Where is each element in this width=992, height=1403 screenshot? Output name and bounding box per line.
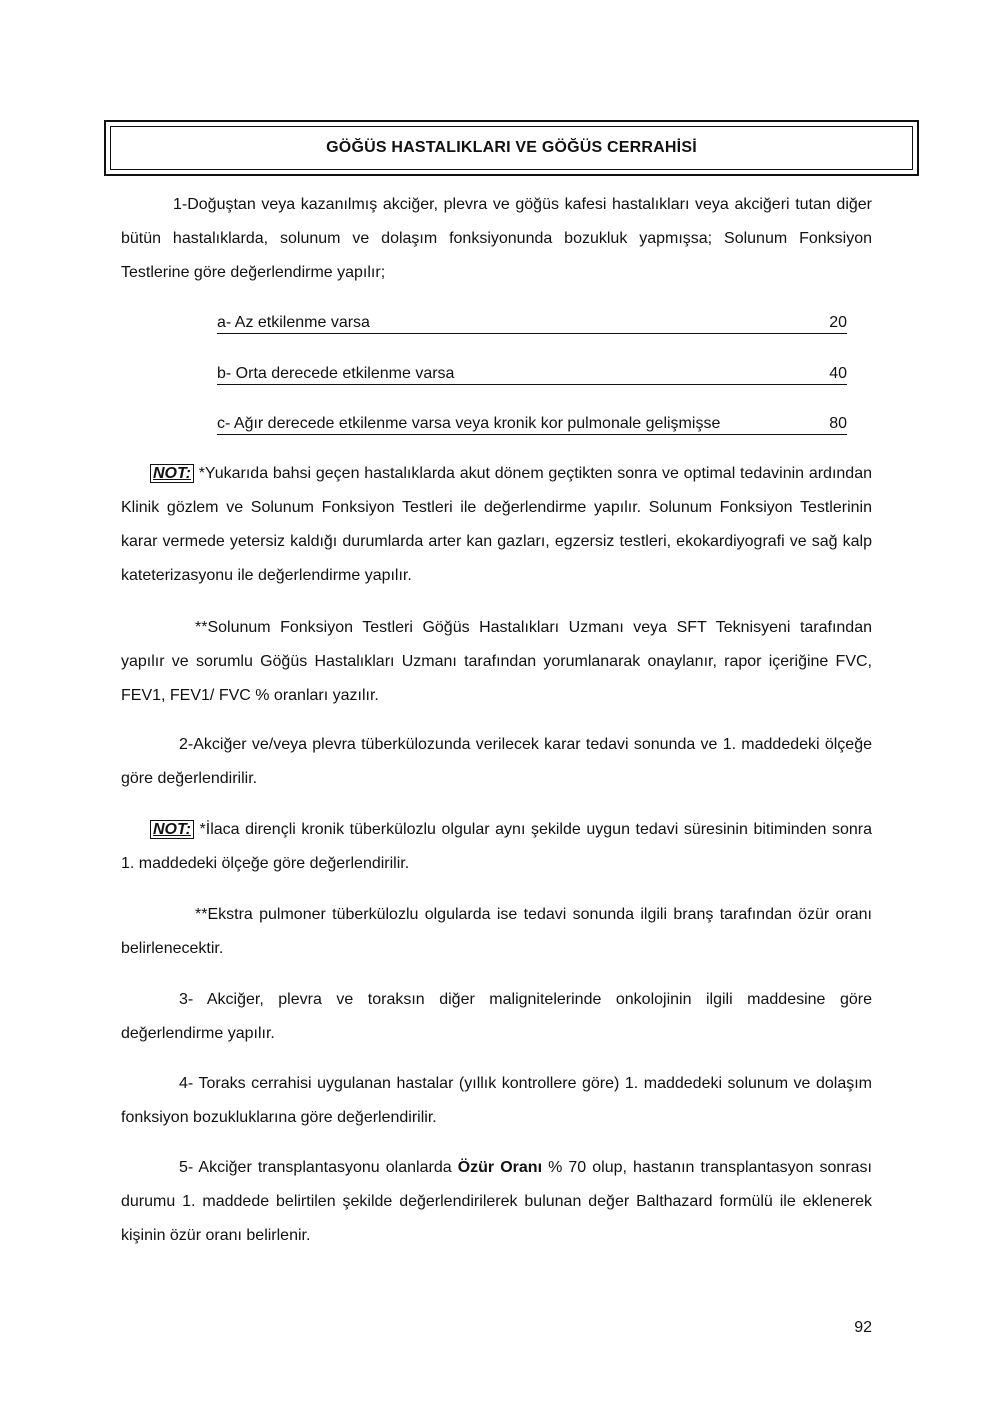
- paragraph-5-bold-term: Özür Oranı: [457, 1159, 543, 1176]
- note-1b: [121, 611, 872, 713]
- paragraph-4-text: 4- Toraks cerrahisi uygulanan hastalar (yıllık kontrollere göre) 1. maddedeki solunum ve dolaşım fonksiyon bozukluklarına göre değerlendirilir.: [121, 1075, 872, 1126]
- rating-item-value: 20: [829, 314, 847, 331]
- page-number: 92: [854, 1319, 872, 1336]
- rating-item-label: a- Az etkilenme varsa: [217, 314, 370, 331]
- paragraph-5-text-start: 5- Akciğer transplantasyonu olanlarda: [179, 1159, 452, 1176]
- paragraph-3-text: 3- Akciğer, plevra ve toraksın diğer malignitelerinde onkolojinin ilgili maddesine göre değerlendirme yapılır.: [121, 991, 872, 1042]
- paragraph-2-text: 2-Akciğer ve/veya plevra tüberkülozunda verilecek karar tedavi sonunda ve 1. maddedeki ölçeğe göre değerlendirilir.: [121, 736, 872, 787]
- rating-item-b: [217, 364, 847, 385]
- paragraph-1-text: 1-Doğuştan veya kazanılmış akciğer, plevra ve göğüs kafesi hastalıkları veya akciğeri tutan diğer bütün hastalıklarda, solunum ve dolaşım fonksiyonunda bozukluk yapmışsa; Solunum Fonksiyon Testlerine göre değerlendirme yapılır;: [121, 196, 872, 281]
- page-title: GÖĞÜS HASTALIKLARI VE GÖĞÜS CERRAHİSİ: [326, 139, 697, 156]
- rating-item-value: 80: [829, 415, 847, 432]
- note-1b-text: **Solunum Fonksiyon Testleri Göğüs Hastalıkları Uzmanı veya SFT Teknisyeni tarafından yapılır ve sorumlu Göğüs Hastalıkları Uzmanı tarafından yorumlanarak onaylanır, rapor içeriğine FVC, FEV1, FEV1/ FVC % oranları yazılır.: [121, 619, 872, 704]
- paragraph-4: [121, 1067, 872, 1135]
- paragraph-3: [121, 983, 872, 1051]
- note-label: NOT:: [150, 820, 194, 839]
- rating-item-c: [217, 414, 847, 435]
- paragraph-1: [121, 188, 872, 290]
- note-1: [121, 457, 872, 593]
- paragraph-5: [121, 1151, 872, 1253]
- rating-item-a: [217, 313, 847, 334]
- rating-item-label: c- Ağır derecede etkilenme varsa veya kronik kor pulmonale gelişmişse: [217, 415, 721, 432]
- note-label: NOT:: [150, 464, 194, 483]
- note-2-text: *İlaca dirençli kronik tüberkülozlu olgular aynı şekilde uygun tedavi süresinin bitiminden sonra 1. maddedeki ölçeğe göre değerlendirilir.: [121, 821, 872, 872]
- paragraph-5-text-end: % 70 olup, hastanın transplantasyon sonrası durumu 1. maddede belirtilen şekilde değerlendirilerek bulunan değer Balthazard formülü ile eklenerek kişinin özür oranı belirlenir.: [121, 1159, 873, 1244]
- title-box: [104, 120, 919, 176]
- title-box-inner: [110, 126, 913, 170]
- rating-item-value: 40: [829, 365, 847, 382]
- paragraph-2: [121, 728, 872, 796]
- note-2b-text: **Ekstra pulmoner tüberkülozlu olgularda ise tedavi sonunda ilgili branş tarafından özür oranı belirlenecektir.: [121, 906, 872, 957]
- note-2b: [121, 898, 872, 966]
- rating-item-label: b- Orta derecede etkilenme varsa: [217, 365, 455, 382]
- note-2: [121, 813, 872, 881]
- note-1-text: *Yukarıda bahsi geçen hastalıklarda akut dönem geçtikten sonra ve optimal tedavinin ardından Klinik gözlem ve Solunum Fonksiyon Testleri ile değerlendirme yapılır. Solunum Fonksiyon Testlerinin karar vermede yetersiz kaldığı durumlarda arter kan gazları, egzersiz testleri, ekokardiyografi ve sağ kalp kateterizasyonu ile değerlendirme yapılır.: [121, 465, 872, 584]
